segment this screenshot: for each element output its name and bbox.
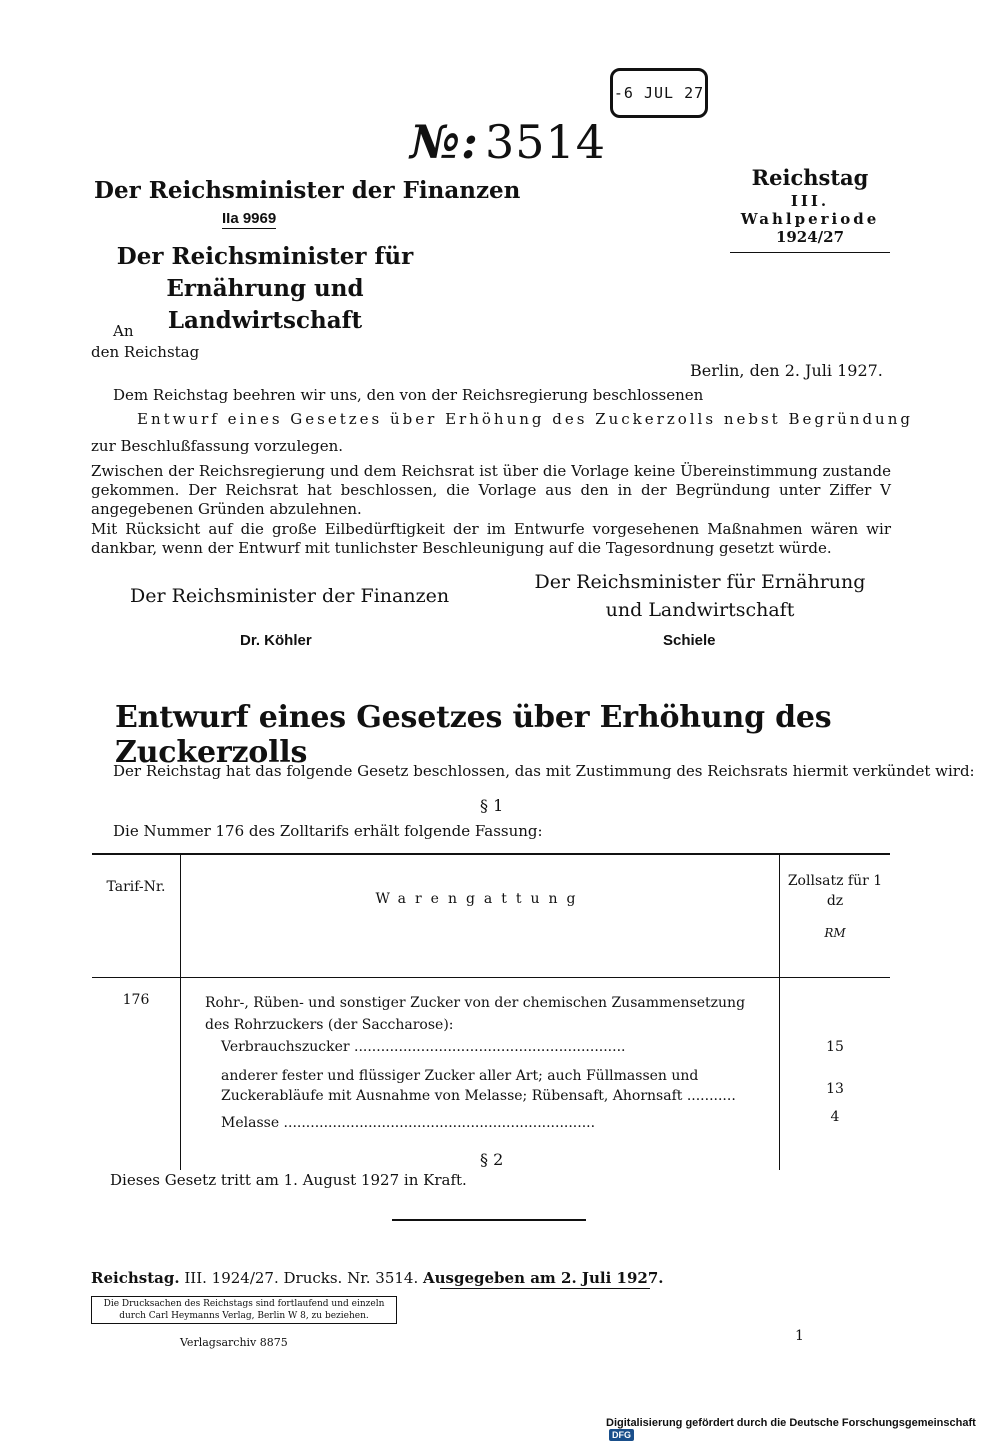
- description-text: Rohr-, Rüben- und sonstiger Zucker von der chemischen Zusammensetzung des Rohrzuckers (der Saccharose):: [205, 995, 746, 1033]
- col-zollsatz-label: Zollsatz für 1 dz: [787, 873, 883, 909]
- col-zollsatz: [780, 854, 891, 978]
- rate-verbrauchszucker: 15: [826, 1039, 844, 1055]
- document-number-prefix: №:: [410, 115, 479, 169]
- reichstag-underline: [730, 252, 890, 253]
- description-cell: [181, 978, 780, 1171]
- reference-number: IIa 9969: [222, 210, 277, 227]
- minister-food-heading: Der Reichsminister für Ernährung und Landwirtschaft: [116, 243, 414, 334]
- publisher-notice: Die Drucksachen des Reichstags sind fortlaufend und einzeln durch Carl Heymanns Verlag, Berlin W 8, zu beziehen.: [91, 1296, 397, 1324]
- footer-line: [91, 1269, 664, 1287]
- table-row: [92, 978, 890, 1171]
- date-stamp: [610, 68, 708, 118]
- verlagsarchiv: Verlagsarchiv 8875: [180, 1336, 288, 1349]
- item-anderer-zucker: anderer fester und flüssiger Zucker aller Art; auch Füllmassen und Zuckerabläufe mit Ausnahme von Melasse; Rübensaft, Ahornsaft ...........: [221, 1068, 736, 1104]
- address-line-1: An: [113, 322, 134, 340]
- signature-right-name: Schiele: [663, 632, 716, 649]
- section-2-heading: § 2: [480, 1150, 504, 1169]
- reichstag-years: 1924/27: [775, 228, 845, 246]
- letter-paragraph-3: zur Beschlußfassung vorzulegen.: [91, 437, 344, 455]
- section-1-heading: § 1: [480, 796, 504, 815]
- letter-paragraph-4: Zwischen der Reichsregierung und dem Reichsrat ist über die Vorlage keine Übereinstimmung zustande gekommen. Der Reichsrat hat beschlossen, die Vorlage aus den in der Begründung unter Ziffer V angegebenen Gründen abzulehnen.: [91, 462, 891, 518]
- tarif-nr-cell: 176: [92, 978, 181, 1171]
- tariff-table-header: [92, 854, 890, 978]
- rate-anderer-zucker: 13: [826, 1081, 844, 1097]
- dfg-logo: DFG: [609, 1429, 634, 1441]
- document-number: [410, 115, 606, 169]
- letter-bill-title: Entwurf eines Gesetzes über Erhöhung des Zuckerzolls nebst Begründung: [137, 410, 913, 428]
- stamp-text: -6 JUL 27: [613, 84, 705, 102]
- law-title: Entwurf eines Gesetzes über Erhöhung des Zuckerzolls: [115, 700, 832, 770]
- document-number-value: 3514: [484, 115, 607, 169]
- col-tarif-nr: Tarif-Nr.: [92, 854, 181, 978]
- footer-drucksache: III. 1924/27. Drucks. Nr. 3514.: [184, 1269, 419, 1287]
- page-number: 1: [795, 1328, 804, 1344]
- letter-paragraph-5: Mit Rücksicht auf die große Eilbedürftigkeit der im Entwurfe vorgesehenen Maßnahmen wären wir dankbar, wenn der Entwurf mit tunlichster Beschleunigung auf die Tagesordnung gesetzt würde.: [91, 520, 891, 557]
- rates-cell: [780, 978, 891, 1171]
- footer-reichstag: Reichstag.: [91, 1269, 180, 1287]
- minister-finance-heading: Der Reichsminister der Finanzen: [94, 177, 521, 204]
- letter-date: Berlin, den 2. Juli 1927.: [690, 361, 883, 380]
- footer-ausgegeben: Ausgegeben am 2. Juli 1927.: [423, 1269, 664, 1287]
- col-warengattung: Warengattung: [181, 854, 780, 978]
- dfg-credit: [606, 1417, 1000, 1441]
- tariff-table: [92, 853, 890, 1170]
- reichstag-box: [730, 165, 890, 253]
- section-2-text: Dieses Gesetz tritt am 1. August 1927 in Kraft.: [110, 1171, 467, 1189]
- item-verbrauchszucker: Verbrauchszucker .............................................................: [221, 1039, 626, 1055]
- item-melasse: Melasse ......................................................................: [221, 1115, 596, 1131]
- reichstag-period: III. Wahlperiode: [740, 192, 880, 228]
- signature-left-name: Dr. Köhler: [240, 632, 312, 649]
- divider: [392, 1219, 586, 1221]
- section-1-text: Die Nummer 176 des Zolltarifs erhält folgende Fassung:: [113, 822, 543, 840]
- address-line-2: den Reichstag: [91, 343, 200, 361]
- reichstag-title: Reichstag: [751, 165, 869, 190]
- rate-melasse: 4: [830, 1109, 840, 1125]
- law-intro: Der Reichstag hat das folgende Gesetz beschlossen, das mit Zustimmung des Reichsrats hiermit verkündet wird:: [113, 762, 975, 780]
- col-zollsatz-unit: RM: [824, 926, 846, 940]
- dfg-credit-text: Digitalisierung gefördert durch die Deutsche Forschungsgemeinschaft: [606, 1417, 976, 1429]
- footer-underline: [440, 1288, 650, 1289]
- letter-paragraph-1: Dem Reichstag beehren wir uns, den von der Reichsregierung beschlossenen: [113, 386, 704, 404]
- signature-left-title: Der Reichsminister der Finanzen: [130, 585, 450, 607]
- signature-right-title: Der Reichsminister für Ernährung und Landwirtschaft: [534, 571, 866, 621]
